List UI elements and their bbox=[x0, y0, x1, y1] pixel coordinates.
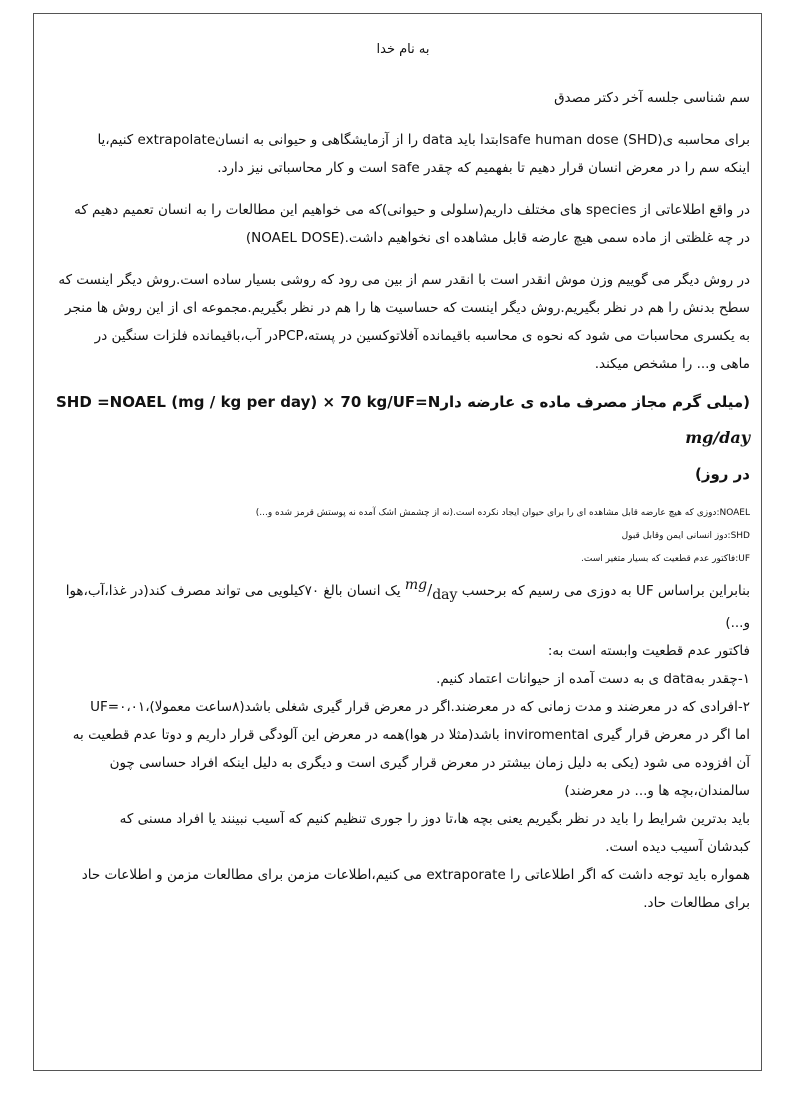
text-line: سالمندان،بچه ها و... در معرضند) bbox=[564, 783, 750, 799]
paragraph-uf bbox=[56, 571, 750, 805]
definitions bbox=[56, 502, 750, 571]
text-line: و...) bbox=[725, 615, 750, 631]
text-line: اما اگر در معرض قرار گیری inviromental باشد(مثلا در هوا)همه در معرض این آلودگی قرار داریم و دوتا عدم قطعیت به bbox=[72, 727, 750, 743]
text-line: در واقع اطلاعاتی از species های مختلف داریم(سلولی و حیوانی)که می خواهیم این مطالعات را به انسان تعمیم دهیم که bbox=[74, 202, 750, 218]
paragraph-shd-intro bbox=[56, 126, 750, 182]
text-line: به یکسری محاسبات می شود که نحوه ی محاسبه باقیمانده آفلاتوکسین در پسته،PCPدر آب،باقیمانده فلزات سنگین در bbox=[94, 328, 750, 344]
list-item-1: ۱-چقدر بهdata ی به دست آمده از حیوانات اعتماد کنیم. bbox=[436, 671, 750, 687]
formula-main: SHD =NOAEL (mg / kg per day) × 70 kg/UF=N bbox=[56, 393, 441, 411]
list-item-2: ۲-افرادی که در معرضند و مدت زمانی که در معرضند.اگر در معرض قرار گیری شغلی باشد(۸ساعت معمولا)،UF=۰،۰۱ bbox=[90, 699, 750, 715]
text-line: در روش دیگر می گوییم وزن موش انقدر است با انقدر سم از بین می رود که روشی بسیار ساده است.روش دیگر اینست که bbox=[58, 272, 750, 288]
paragraph-methods bbox=[56, 266, 750, 378]
paragraph-worst-case bbox=[56, 805, 750, 861]
text-line: برای محاسبه ی(SHD) safe human doseابتدا باید data را از آزمایشگاهی و حیوانی به انسانextrapolate کنیم،یا bbox=[97, 132, 750, 148]
definition-uf: UF:فاکتور عدم قطعیت که بسیار متغیر است. bbox=[581, 554, 750, 564]
text-line: باید بدترین شرایط را باید در نظر بگیریم یعنی بچه ها،تا دوز را جوری تنظیم کنیم که آسیب نبینند یا افراد مسنی که bbox=[119, 811, 750, 827]
shd-formula bbox=[56, 384, 750, 492]
definition-noael: NOAEL:دوزی که هیچ عارضه قابل مشاهده ای را برای حیوان ایجاد نکرده است.(نه از چشمش اشک آمده نه پوستش قرمز شده و...) bbox=[255, 508, 750, 518]
text-line: اینکه سم را در معرض انسان قرار دهیم تا بفهمیم که چقدر safe است و کار محاسباتی نیز دارد. bbox=[217, 160, 750, 176]
text-line: آن افزوده می شود (یکی به دلیل زمان بیشتر در معرض قرار گیری است و دیگری به دلیل اینکه افراد حساسی چون bbox=[109, 755, 750, 771]
formula-unit: mg/day bbox=[685, 428, 750, 447]
formula-tail: (میلی گرم مجاز مصرف ماده ی عارضه دار bbox=[440, 393, 750, 411]
definition-shd: SHD:دوز انسانی ایمن وقابل قبول bbox=[621, 531, 750, 541]
uf-text-pre: بنابراین براساس UF به دوزی می رسیم که برحسب bbox=[461, 583, 750, 599]
text-line: همواره باید توجه داشت که اگر اطلاعاتی را extraporate می کنیم،اطلاعات مزمن برای مطالعات مزمن و اطلاعات حاد bbox=[81, 867, 750, 883]
fraction-denominator: day bbox=[432, 587, 458, 603]
paragraph-species bbox=[56, 196, 750, 252]
text-line: برای مطالعات حاد. bbox=[643, 895, 750, 911]
fraction-numerator: mg bbox=[404, 577, 428, 593]
unit-fraction: $^{mg}/_{day}$ bbox=[404, 577, 458, 603]
document-heading: سم شناسی جلسه آخر دکتر مصدق bbox=[554, 90, 750, 106]
text-line: در چه غلظتی از ماده سمی هیچ عارضه قابل مشاهده ای نخواهیم داشت.(NOAEL DOSE) bbox=[245, 230, 750, 246]
document-body bbox=[56, 40, 750, 917]
text-line: سطح بدنش را هم در نظر بگیریم.روش دیگر اینست که حساسیت ها را هم در نظر بگیریم.مجموعه ای از این روش ها منجر bbox=[65, 300, 750, 316]
text-line: کبدشان آسیب دیده است. bbox=[605, 839, 750, 855]
uf-intro: فاکتور عدم قطعیت وابسته است به: bbox=[547, 643, 750, 659]
uf-text-post: یک انسان بالغ ۷۰کیلویی می تواند مصرف کند(در غذا،آب،هوا bbox=[65, 583, 401, 599]
paragraph-extrapolate bbox=[56, 861, 750, 917]
text-line: ماهی و... را مشخص میکند. bbox=[594, 356, 750, 372]
document-title: به نام خدا bbox=[376, 42, 430, 57]
formula-line-2: در روز) bbox=[694, 465, 750, 483]
